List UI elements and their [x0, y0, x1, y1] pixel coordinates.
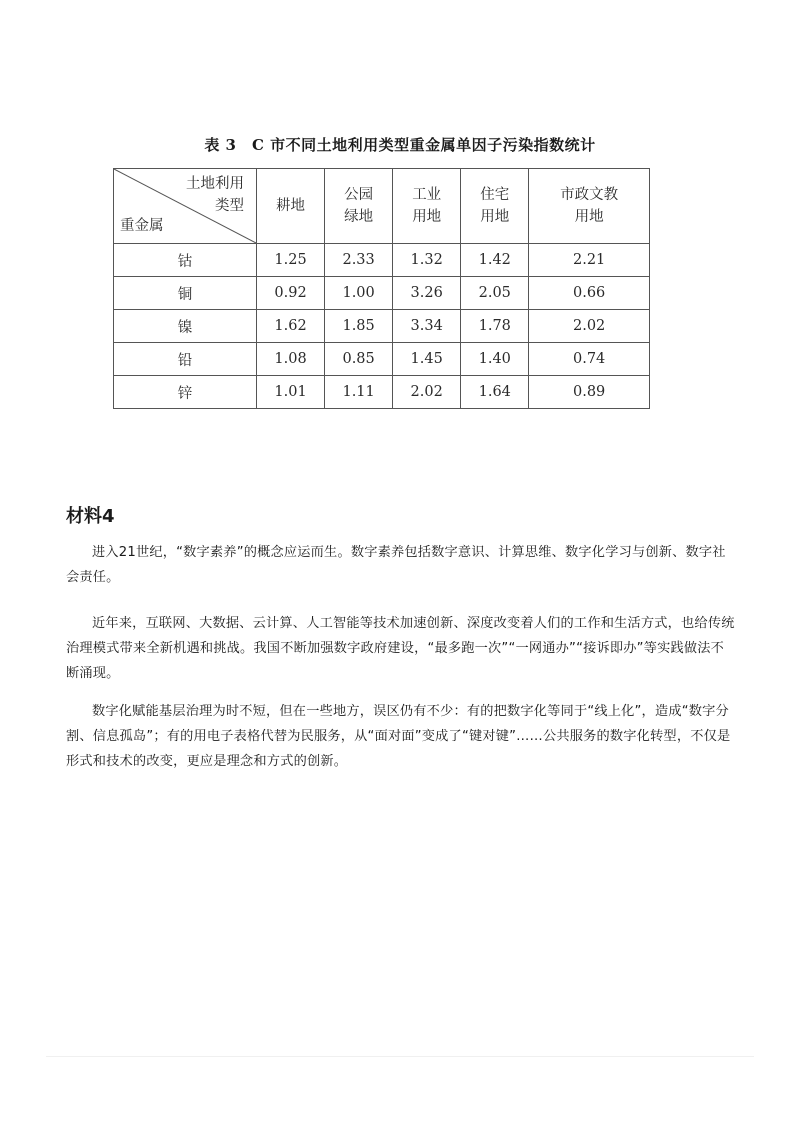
table-row — [114, 310, 650, 343]
column-header-line: 用地 — [574, 209, 604, 225]
column-header-line: 工业 — [412, 187, 442, 203]
row-header-metal: 铜 — [114, 277, 257, 310]
table-cell: 1.78 — [461, 310, 529, 343]
table-cell: 3.34 — [393, 310, 461, 343]
column-header-cultivated — [257, 169, 325, 244]
table-cell: 2.02 — [529, 310, 650, 343]
column-header-industrial — [393, 169, 461, 244]
row-header-metal: 镍 — [114, 310, 257, 343]
column-header-line: 绿地 — [344, 209, 374, 225]
table-row — [114, 244, 650, 277]
table-cell: 1.25 — [257, 244, 325, 277]
table-cell: 1.00 — [325, 277, 393, 310]
row-header-metal: 钴 — [114, 244, 257, 277]
material-title: 材料4 — [66, 506, 115, 527]
table-cell: 0.66 — [529, 277, 650, 310]
table-cell: 0.89 — [529, 376, 650, 409]
table-row — [114, 277, 650, 310]
column-header-line: 耕地 — [276, 198, 306, 214]
table-row — [114, 343, 650, 376]
corner-top-line1: 土地利用 — [186, 176, 244, 192]
table-cell: 2.33 — [325, 244, 393, 277]
table-cell: 1.85 — [325, 310, 393, 343]
column-header-park — [325, 169, 393, 244]
table-cell: 1.08 — [257, 343, 325, 376]
table-corner-header — [114, 169, 257, 244]
table-cell: 1.64 — [461, 376, 529, 409]
paragraph: 数字化赋能基层治理为时不短，但在一些地方，误区仍有不少：有的把数字化等同于“线上化”，造成“数字分割、信息孤岛”；有的用电子表格代替为民服务，从“面对面”变成了“键对键”……公共服务的数字化转型，不仅是形式和技术的改变，更应是理念和方式的创新。 — [66, 704, 731, 770]
table-cell: 1.11 — [325, 376, 393, 409]
paragraph: 近年来，互联网、大数据、云计算、人工智能等技术加速创新、深度改变着人们的工作和生活方式，也给传统治理模式带来全新机遇和挑战。我国不断加强数字政府建设，“最多跑一次”“一网通办”“接诉即办”等实践做法不断涌现。 — [66, 616, 735, 682]
corner-top-label — [186, 173, 244, 217]
table-cell: 1.01 — [257, 376, 325, 409]
pollution-index-table — [113, 168, 650, 409]
table-cell: 1.42 — [461, 244, 529, 277]
column-header-line: 用地 — [480, 209, 510, 225]
column-header-line: 公园 — [344, 187, 374, 203]
table-header-row — [114, 169, 650, 244]
row-header-metal: 铅 — [114, 343, 257, 376]
table-cell: 2.21 — [529, 244, 650, 277]
table-cell: 0.74 — [529, 343, 650, 376]
column-header-line: 用地 — [412, 209, 442, 225]
table-row — [114, 376, 650, 409]
table-cell: 2.02 — [393, 376, 461, 409]
corner-bottom-label: 重金属 — [120, 218, 164, 234]
table-cell: 1.40 — [461, 343, 529, 376]
column-header-municipal — [529, 169, 650, 244]
table-caption: 表 3 C 市不同土地利用类型重金属单因子污染指数统计 — [204, 136, 596, 154]
corner-top-line2: 类型 — [215, 198, 244, 214]
paragraph: 进入21世纪，“数字素养”的概念应运而生。数字素养包括数字意识、计算思维、数字化学习与创新、数字社会责任。 — [66, 545, 726, 586]
column-header-line: 住宅 — [480, 187, 510, 203]
table-cell: 0.92 — [257, 277, 325, 310]
row-header-metal: 锌 — [114, 376, 257, 409]
table-cell: 1.32 — [393, 244, 461, 277]
table-cell: 2.05 — [461, 277, 529, 310]
table-cell: 1.45 — [393, 343, 461, 376]
table-cell: 1.62 — [257, 310, 325, 343]
table-cell: 0.85 — [325, 343, 393, 376]
footer-divider — [46, 1056, 754, 1057]
column-header-line: 市政文教 — [560, 187, 619, 203]
column-header-residential — [461, 169, 529, 244]
table-cell: 3.26 — [393, 277, 461, 310]
